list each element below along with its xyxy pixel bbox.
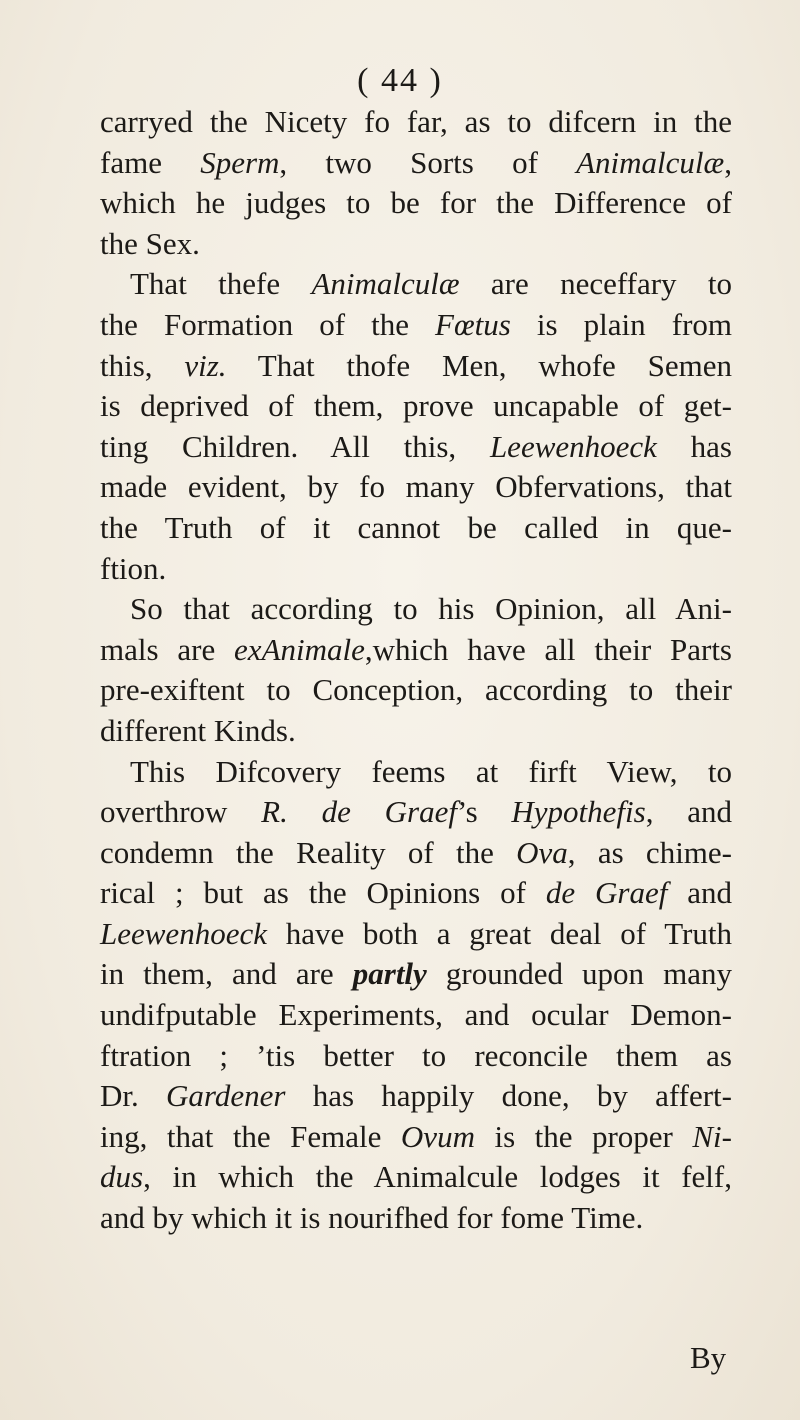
text-line: ftration ; ’tis better to reconcile them as bbox=[100, 1037, 732, 1073]
text-line: in them, and are partly grounded upon many bbox=[100, 956, 732, 992]
text-line: the Sex. bbox=[100, 225, 200, 261]
text-line: overthrow R. de Graef’s Hypothefis, and bbox=[100, 794, 732, 830]
text-line: is deprived of them, prove uncapable of get- bbox=[100, 388, 732, 424]
page-number: ( 44 ) bbox=[357, 62, 443, 99]
text-line: mals are exAnimale,which have all their Parts bbox=[100, 631, 732, 667]
text-line: carryed the Nicety fo far, as to difcern in the bbox=[100, 104, 732, 139]
text-line: undifputable Experiments, and ocular Demon- bbox=[100, 997, 732, 1033]
text-line: which he judges to be for the Difference of bbox=[100, 185, 732, 221]
text-line: That thefe Animalculæ are neceffary to bbox=[130, 266, 732, 302]
text-line: fame Sperm, two Sorts of Animalculæ, bbox=[100, 144, 732, 180]
text-line: made evident, by fo many Obfervations, that bbox=[100, 469, 732, 505]
text-line: pre-exiftent to Conception, according to their bbox=[100, 672, 732, 708]
text-line: ting Children. All this, Leewenhoeck has bbox=[100, 428, 733, 464]
text-line: different Kinds. bbox=[100, 712, 296, 748]
text-line: the Truth of it cannot be called in que- bbox=[100, 509, 732, 545]
text-line: ftion. bbox=[100, 550, 167, 586]
body-text bbox=[100, 102, 732, 1239]
text-line: Dr. Gardener has happily done, by affert- bbox=[100, 1078, 732, 1114]
text-line: the Formation of the Fœtus is plain from bbox=[100, 306, 732, 342]
text-line: So that according to his Opinion, all Ani- bbox=[130, 591, 732, 627]
catchword: By bbox=[690, 1340, 727, 1375]
text-line: ing, that the Female Ovum is the proper Ni- bbox=[100, 1118, 732, 1154]
text-line: dus, in which the Animalcule lodges it felf, bbox=[100, 1159, 732, 1195]
text-line: and by which it is nourifhed for fome Time. bbox=[100, 1200, 644, 1236]
text-line: Leewenhoeck have both a great deal of Truth bbox=[100, 915, 732, 951]
text-line: this, viz. That thofe Men, whofe Semen bbox=[100, 347, 732, 383]
text-line: rical ; but as the Opinions of de Graef and bbox=[100, 875, 732, 911]
text-line: This Difcovery feems at firft View, to bbox=[130, 753, 732, 789]
text-line: condemn the Reality of the Ova, as chime- bbox=[100, 834, 732, 870]
